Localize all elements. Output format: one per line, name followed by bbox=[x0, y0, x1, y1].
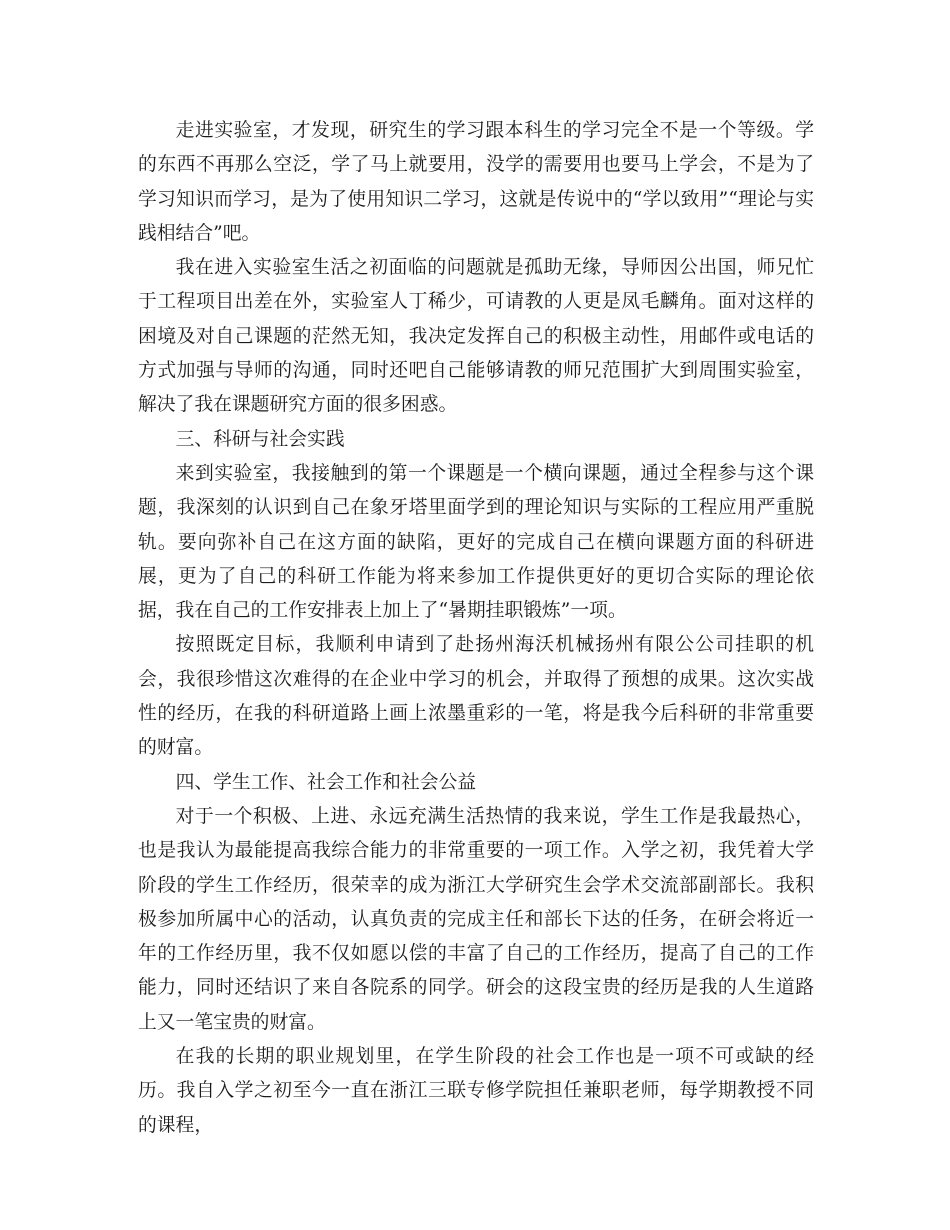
paragraph-first-project: 来到实验室，我接触到的第一个课题是一个横向课题，通过全程参与这个课题，我深刻的认识到自己在象牙塔里面学到的理论知识与实际的工程应用严重脱轨。要向弥补自己在这方面的缺陷，更好的完成自己在横向课题方面的科研进展，更为了自己的科研工作能为将来参加工作提供更好的更切合实际的理论依据，我在自己的工作安排表上加上了“暑期挂职锻炼”一项。 bbox=[138, 462, 814, 622]
paragraph-student-union: 对于一个积极、上进、永远充满生活热情的我来说，学生工作是我最热心，也是我认为最能提高我综合能力的非常重要的一项工作。入学之初，我凭着大学阶段的学生工作经历，很荣幸的成为浙江大学研究生会学术交流部副部长。我积极参加所属中心的活动，认真负责的完成主任和部长下达的任务，在研会将近一年的工作经历里，我不仅如愿以偿的丰富了自己的工作经历，提高了自己的工作能力，同时还结识了来自各院系的同学。研会的这段宝贵的经历是我的人生道路上又一笔宝贵的财富。 bbox=[138, 805, 814, 1033]
paragraph-part-time-teaching: 在我的长期的职业规划里，在学生阶段的社会工作也是一项不可或缺的经历。我自入学之初至今一直在浙江三联专修学院担任兼职老师，每学期教授不同的课程， bbox=[138, 1046, 814, 1136]
document-body bbox=[138, 114, 814, 1143]
section-heading-student-work: 四、学生工作、社会工作和社会公益 bbox=[175, 771, 477, 793]
section-heading-research-practice: 三、科研与社会实践 bbox=[175, 428, 345, 450]
paragraph-internship: 按照既定目标，我顺利申请到了赴扬州海沃机械扬州有限公公司挂职的机会，我很珍惜这次难得的在企业中学习的机会，并取得了预想的成果。这次实战性的经历，在我的科研道路上画上浓墨重彩的一笔，将是我今后科研的非常重要的财富。 bbox=[138, 634, 814, 759]
paragraph-lab-challenges: 我在进入实验室生活之初面临的问题就是孤助无缘，导师因公出国，师兄忙于工程项目出差在外，实验室人丁稀少，可请教的人更是凤毛麟角。面对这样的困境及对自己课题的茫然无知，我决定发挥自己的积极主动性，用邮件或电话的方式加强与导师的沟通，同时还吧自己能够请教的师兄范围扩大到周围实验室，解决了我在课题研究方面的很多困惑。 bbox=[138, 257, 814, 416]
paragraph-lab-intro: 走进实验室，才发现，研究生的学习跟本科生的学习完全不是一个等级。学的东西不再那么空泛，学了马上就要用，没学的需要用也要马上学会，不是为了学习知识而学习，是为了使用知识二学习，这就是传说中的“学以致用”“理论与实践相结合”吧。 bbox=[138, 120, 814, 244]
